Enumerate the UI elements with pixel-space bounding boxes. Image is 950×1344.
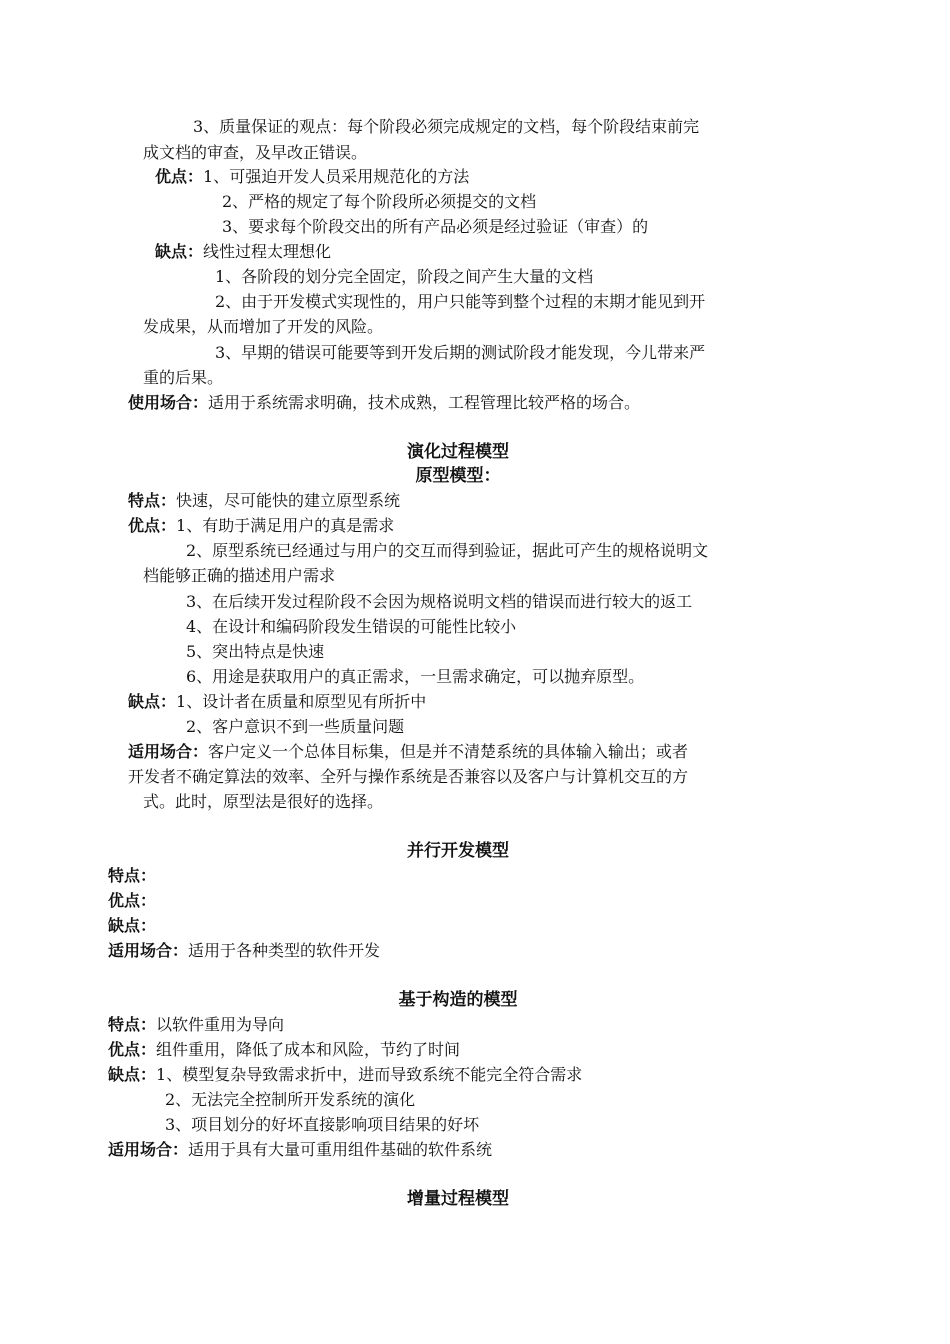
component-use-text: 适用于具有大量可重用组件基础的软件系统 <box>188 1140 493 1159</box>
qa-line-2: 成文档的审查，及早改正错误。 <box>143 143 368 162</box>
parallel-use-label: 适用场合： <box>108 941 189 960</box>
evolution-pro-item: 2、原型系统已经通过与用户的交互而得到验证，据此可产生的规格说明文 <box>186 541 709 560</box>
component-feature-label: 特点： <box>108 1015 157 1034</box>
section-title-incremental: 增量过程模型 <box>407 1189 509 1209</box>
waterfall-cons-row <box>155 241 331 263</box>
evolution-pro-item: 4、在设计和编码阶段发生错误的可能性比较小 <box>186 617 517 636</box>
waterfall-pro-item: 1、可强迫开发人员采用规范化的方法 <box>203 167 470 186</box>
waterfall-cons-label: 缺点： <box>155 242 204 261</box>
evolution-pro-item: 1、有助于满足用户的真是需求 <box>176 516 395 535</box>
component-pros-row <box>108 1039 460 1061</box>
evolution-con-item: 1、设计者在质量和原型见有所折中 <box>176 692 427 711</box>
evolution-pros-row <box>128 515 394 537</box>
parallel-use-text: 适用于各种类型的软件开发 <box>188 941 381 960</box>
evolution-feature-row <box>128 490 400 512</box>
component-con-item: 2、无法完全控制所开发系统的演化 <box>165 1090 416 1109</box>
evolution-use-label: 适用场合： <box>128 742 209 761</box>
section-title-evolution: 演化过程模型 <box>407 442 509 462</box>
parallel-feature-label: 特点： <box>108 866 157 885</box>
evolution-cons-row <box>128 691 426 713</box>
component-cons-row <box>108 1064 582 1086</box>
component-con-item: 1、模型复杂导致需求折中，进而导致系统不能完全符合需求 <box>156 1065 583 1084</box>
waterfall-con-item: 3、早期的错误可能要等到开发后期的测试阶段才能发现，今儿带来严 <box>215 343 706 362</box>
evolution-pro-item: 档能够正确的描述用户需求 <box>143 566 336 585</box>
waterfall-use-row <box>128 392 640 414</box>
evolution-use-line: 客户定义一个总体目标集，但是并不清楚系统的具体输入输出；或者 <box>208 742 689 761</box>
component-pros-text: 组件重用，降低了成本和风险，节约了时间 <box>156 1040 461 1059</box>
component-feature-text: 以软件重用为导向 <box>156 1015 285 1034</box>
evolution-use-row <box>128 741 688 763</box>
waterfall-con-item: 2、由于开发模式实现性的，用户只能等到整个过程的末期才能见到开 <box>215 292 706 311</box>
waterfall-pros-row <box>155 166 469 188</box>
parallel-use-row <box>108 940 380 962</box>
waterfall-pro-item: 2、严格的规定了每个阶段所必须提交的文档 <box>222 192 537 211</box>
evolution-pro-item: 3、在后续开发过程阶段不会因为规格说明文档的错误而进行较大的返工 <box>186 592 693 611</box>
component-con-item: 3、项目划分的好坏直接影响项目结果的好坏 <box>165 1115 480 1134</box>
evolution-pro-item: 5、突出特点是快速 <box>186 642 325 661</box>
waterfall-con-item: 发成果，从而增加了开发的风险。 <box>143 317 384 336</box>
evolution-pros-label: 优点： <box>128 516 177 535</box>
component-use-row <box>108 1139 492 1161</box>
evolution-feature-text: 快速，尽可能快的建立原型系统 <box>176 491 401 510</box>
evolution-use-line: 开发者不确定算法的效率、全歼与操作系统是否兼容以及客户与计算机交互的方 <box>128 767 689 786</box>
section-subtitle-prototype: 原型模型： <box>415 466 501 486</box>
component-use-label: 适用场合： <box>108 1140 189 1159</box>
section-title-parallel: 并行开发模型 <box>407 841 509 861</box>
waterfall-pro-item: 3、要求每个阶段交出的所有产品必须是经过验证（审查）的 <box>222 217 649 236</box>
component-feature-row <box>108 1014 284 1036</box>
component-pros-label: 优点： <box>108 1040 157 1059</box>
parallel-pros-label: 优点： <box>108 891 157 910</box>
qa-line-1: 3、质量保证的观点：每个阶段必须完成规定的文档，每个阶段结束前完 <box>193 117 700 136</box>
evolution-feature-label: 特点： <box>128 491 177 510</box>
waterfall-use-text: 适用于系统需求明确，技术成熟，工程管理比较严格的场合。 <box>208 393 641 412</box>
parallel-cons-label: 缺点： <box>108 916 157 935</box>
waterfall-con-item: 重的后果。 <box>143 368 224 387</box>
waterfall-use-label: 使用场合： <box>128 393 209 412</box>
waterfall-pros-label: 优点： <box>155 167 204 186</box>
waterfall-cons-intro: 线性过程太理想化 <box>203 242 332 261</box>
evolution-use-line: 式。此时，原型法是很好的选择。 <box>143 792 384 811</box>
evolution-con-item: 2、客户意识不到一些质量问题 <box>186 717 405 736</box>
component-cons-label: 缺点： <box>108 1065 157 1084</box>
evolution-cons-label: 缺点： <box>128 692 177 711</box>
section-title-component: 基于构造的模型 <box>398 990 518 1010</box>
evolution-pro-item: 6、用途是获取用户的真正需求，一旦需求确定，可以抛弃原型。 <box>186 667 645 686</box>
waterfall-con-item: 1、各阶段的划分完全固定，阶段之间产生大量的文档 <box>215 267 594 286</box>
